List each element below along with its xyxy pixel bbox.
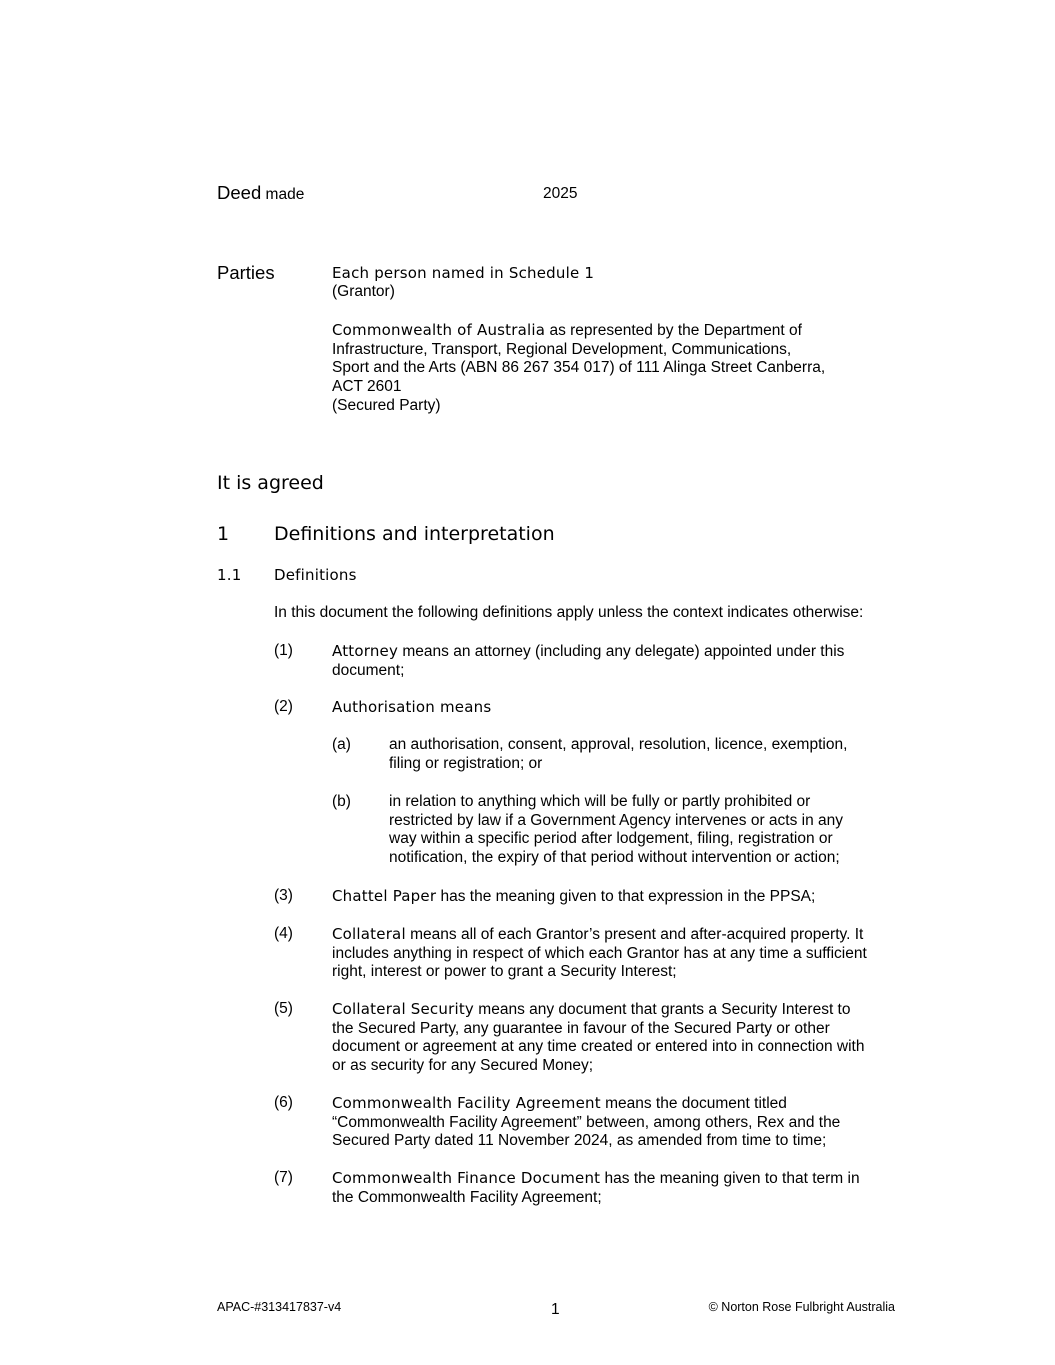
definition-number: (6) [274, 1094, 293, 1111]
footer-doc-id: APAC-#313417837-v4 [217, 1300, 342, 1314]
secured-party-line: ACT 2601 [332, 378, 402, 396]
definitions-intro: In this document the following definitions apply unless the context indicates otherwise: [274, 604, 864, 621]
definition-text: means any document that grants a Security Interest to [473, 1001, 851, 1018]
definition-number: (7) [274, 1169, 293, 1186]
definition-text: Secured Party dated 11 November 2024, as amended from time to time; [332, 1132, 827, 1150]
definition-text: means an attorney (including any delegate) appointed under this [398, 643, 845, 660]
definition-text: “Commonwealth Facility Agreement” between, among others, Rex and the [332, 1113, 841, 1131]
definition-item [332, 1094, 840, 1151]
agreed-heading: It is agreed [217, 472, 324, 494]
definition-text: the Secured Party, any guarantee in favour of the Secured Party or other [332, 1019, 830, 1037]
section-number: 1 [217, 523, 230, 545]
definition-text: means the document titled [600, 1095, 787, 1112]
subsection-number: 1.1 [217, 566, 242, 584]
definition-term: Authorisation [332, 698, 436, 716]
deed-year: 2025 [543, 185, 578, 202]
grantor-role: (Grantor) [332, 282, 395, 300]
deed-line [217, 182, 304, 204]
sub-definition-text: an authorisation, consent, approval, resolution, licence, exemption, [389, 736, 848, 753]
secured-party-line: Infrastructure, Transport, Regional Development, Communications, [332, 340, 792, 358]
secured-party-role: (Secured Party) [332, 396, 441, 414]
definition-text: right, interest or power to grant a Security Interest; [332, 963, 677, 981]
sub-definition-text: restricted by law if a Government Agency intervenes or acts in any [389, 811, 844, 829]
definition-term: Commonwealth Facility Agreement [332, 1094, 601, 1112]
page-number: 1 [551, 1301, 560, 1318]
definition-number: (1) [274, 642, 293, 659]
definition-number: (5) [274, 1000, 293, 1017]
secured-party-line: as represented by the Department of [545, 322, 802, 339]
deed-label: Deed [217, 182, 262, 203]
sub-definition-text: notification, the expiry of that period without intervention or action; [389, 849, 840, 867]
definition-text: or as security for any Secured Money; [332, 1057, 594, 1075]
definition-item [332, 1000, 864, 1076]
definition-item [332, 642, 844, 680]
definition-term: Collateral [332, 925, 406, 943]
secured-party [332, 321, 825, 416]
definition-item [332, 925, 867, 982]
secured-party-name: Commonwealth of Australia [332, 321, 546, 339]
definition-text: means all of each Grantor’s present and after-acquired property. It [405, 926, 864, 943]
definition-text: has the meaning given to that term in [600, 1170, 860, 1187]
definition-number: (2) [274, 698, 293, 715]
section-title: Definitions and interpretation [274, 523, 555, 545]
definition-item [332, 887, 815, 907]
definition-text: includes anything in respect of which each Grantor has at any time a sufficient [332, 944, 867, 962]
definition-text: has the meaning given to that expression in the PPSA; [436, 888, 816, 905]
grantor-party [332, 264, 594, 301]
sub-definition-text: way within a specific period after lodgement, filing, registration or [389, 830, 833, 848]
footer-copyright: © Norton Rose Fulbright Australia [708, 1300, 895, 1314]
definition-term: Attorney [332, 642, 399, 660]
definition-text: the Commonwealth Facility Agreement; [332, 1188, 602, 1206]
definition-term: Commonwealth Finance Document [332, 1169, 601, 1187]
sub-definition-item [389, 736, 847, 773]
secured-party-line: Sport and the Arts (ABN 86 267 354 017) of 111 Alinga Street Canberra, [332, 359, 826, 377]
definition-text: document or agreement at any time created or entered into in connection with [332, 1038, 865, 1056]
parties-label: Parties [217, 262, 275, 283]
subsection-title: Definitions [274, 566, 357, 584]
sub-definition-number: (a) [332, 736, 351, 753]
definition-term: Chattel Paper [332, 887, 437, 905]
definition-item [332, 698, 491, 718]
definition-item [332, 1169, 860, 1207]
sub-definition-number: (b) [332, 793, 351, 810]
made-label: made [265, 186, 305, 203]
definition-number: (3) [274, 887, 293, 904]
sub-definition-text: filing or registration; or [389, 754, 543, 772]
sub-definition-item [389, 793, 843, 868]
definition-term: Collateral Security [332, 1000, 474, 1018]
definition-text: means [435, 698, 492, 716]
definition-text: document; [332, 661, 405, 679]
sub-definition-text: in relation to anything which will be fully or partly prohibited or [389, 793, 811, 810]
grantor-name: Each person named in Schedule 1 [332, 264, 595, 282]
definition-number: (4) [274, 925, 293, 942]
